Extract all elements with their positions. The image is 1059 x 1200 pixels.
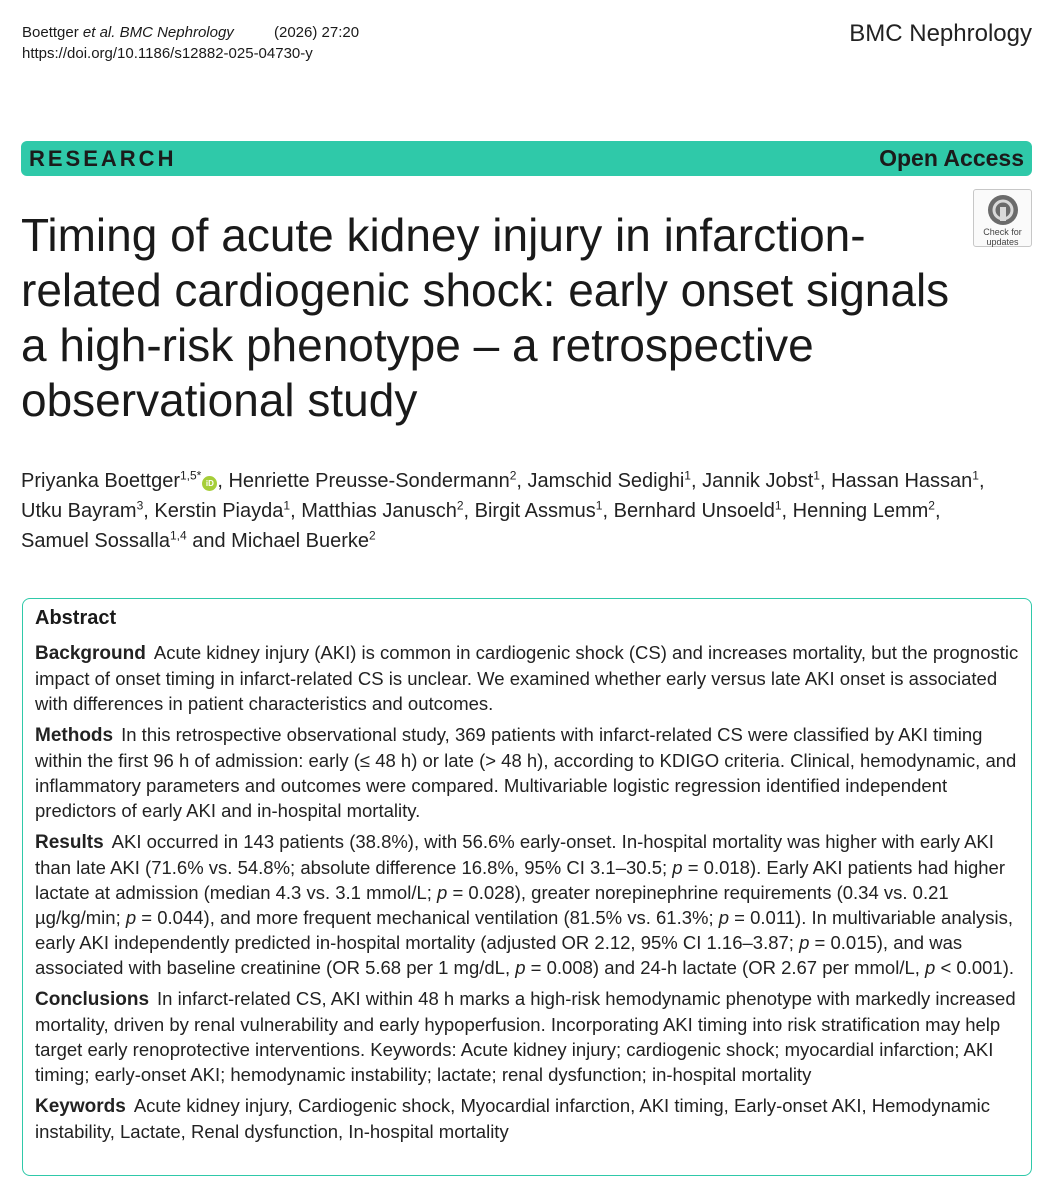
author-affiliation: 1,5* bbox=[179, 468, 202, 483]
results-text: = 0.018). Early AKI patients had higher lactate at admission (median 4.3 vs. 3.1 mmol/L; bbox=[35, 857, 1006, 903]
check-updates-icon bbox=[985, 193, 1021, 227]
citation-et-al: et al. bbox=[82, 24, 116, 41]
background-text: Acute kidney injury (AKI) is common in cardiogenic shock (CS) and increases mortality, but the prognostic impact of onset timing in infarct-related CS is unclear. We examined whether early versus late AKI onset is associated with differences in patient characteristics and outcomes. bbox=[35, 642, 1019, 714]
author-affiliation: 1 bbox=[813, 468, 820, 483]
p-value-symbol: p bbox=[799, 932, 810, 953]
author-name[interactable]: Michael Buerke bbox=[231, 530, 369, 552]
results-text: < 0.001). bbox=[935, 957, 1015, 978]
check-updates-line2: updates bbox=[986, 237, 1019, 247]
abstract-background bbox=[35, 640, 1019, 716]
title-line: a high-risk phenotype – a retrospective bbox=[21, 319, 814, 371]
results-text: = 0.015), and was associated with baseline creatinine (OR 5.68 per 1 mg/dL, bbox=[35, 932, 963, 978]
author-name[interactable]: Jamschid Sedighi bbox=[527, 470, 685, 492]
open-access-label: Open Access bbox=[879, 145, 1024, 171]
citation-block bbox=[22, 22, 359, 64]
p-value-symbol: p bbox=[672, 857, 683, 878]
author-affiliation: 1,4 bbox=[169, 528, 187, 543]
title-line: observational study bbox=[21, 374, 418, 426]
author-affiliation: 1 bbox=[595, 498, 603, 513]
p-value-symbol: p bbox=[437, 882, 448, 903]
author-name[interactable]: Priyanka Boettger bbox=[21, 470, 180, 492]
author-affiliation: 2 bbox=[509, 468, 517, 483]
title-line: related cardiogenic shock: early onset signals bbox=[21, 264, 950, 316]
article-title bbox=[21, 208, 951, 428]
p-value-symbol: p bbox=[515, 957, 526, 978]
journal-name: BMC Nephrology bbox=[849, 20, 1032, 47]
abstract-keywords bbox=[35, 1093, 1019, 1144]
results-text: = 0.008) and 24-h lactate (OR 2.67 per mmol/L, bbox=[525, 957, 926, 978]
conclusions-text: In infarct-related CS, AKI within 48 h marks a high-risk hemodynamic phenotype with markedly increased mortality, driven by renal vulnerability and early hypoperfusion. Incorporating AKI timing into risk stratification may help target early renoprotective interventions. Keywords: Acute kidney injury; cardiogenic shock; myocardial infarction; AKI timing; early-onset AKI; hemodynamic instability; lactate; renal dysfunction; in-hospital mortality bbox=[35, 988, 1016, 1085]
p-value-symbol: p bbox=[925, 957, 936, 978]
results-text: = 0.011). In multivariable analysis, early AKI independently predicted in-hospital mortality (adjusted OR 2.12, 95% CI 1.16–3.87; bbox=[35, 907, 1014, 953]
orcid-icon[interactable]: iD bbox=[202, 476, 217, 491]
abstract-methods bbox=[35, 722, 1019, 823]
author-affiliation: 2 bbox=[928, 498, 935, 513]
check-for-updates-badge[interactable] bbox=[973, 189, 1032, 247]
keywords-text: Acute kidney injury, Cardiogenic shock, Myocardial infarction, AKI timing, Early-onset AKI, Hemodynamic instability, Lactate, Renal dysfunction, In-hospital mortality bbox=[35, 1095, 990, 1142]
author-conjunction: and bbox=[192, 530, 226, 552]
author-affiliation: 3 bbox=[136, 498, 144, 513]
author-name[interactable]: Henning Lemm bbox=[792, 500, 929, 522]
p-value-symbol: p bbox=[125, 907, 137, 928]
author-list: Priyanka Boettger$^{1,5*}$iD , Henriette Preusse-Sondermann$^2$, Jamschid Sedighi$^1$, Jannik Jobst$^1$, Hassan Hassan$^1$, Utku Bayram$^3$, Kerstin Piayda$^1$, Matthias Janusch$^2$, Birgit Assmus$^1$, Bernhard Unsoeld$^1$, Henning Lemm$^2$, Samuel Sossalla$^{1,4}$ and Michael Buerke$^2$ bbox=[21, 468, 985, 552]
author-affiliation: 1 bbox=[972, 468, 979, 483]
article-type-label: RESEARCH bbox=[29, 145, 177, 171]
abstract-conclusions bbox=[35, 986, 1019, 1087]
author-name[interactable]: Bernhard Unsoeld bbox=[613, 500, 775, 522]
author-affiliation: 1 bbox=[283, 498, 291, 513]
author-name[interactable]: Henriette Preusse-Sondermann bbox=[228, 470, 510, 492]
author-affiliation: 1 bbox=[684, 468, 691, 483]
abstract-box bbox=[22, 598, 1032, 1176]
author-affiliation: 1 bbox=[774, 498, 782, 513]
results-text: AKI occurred in 143 patients (38.8%), with 56.6% early-onset. In-hospital mortality was higher with early AKI than late AKI (71.6% vs. 54.8%; absolute difference 16.8%, 95% CI 3.1–30.5; bbox=[35, 831, 994, 878]
check-updates-line1: Check for bbox=[983, 227, 1022, 237]
citation-line bbox=[22, 22, 359, 43]
results-label: Results bbox=[35, 832, 104, 853]
citation-journal: BMC Nephrology bbox=[119, 24, 234, 41]
author-name[interactable]: Hassan Hassan bbox=[831, 470, 973, 492]
author-name[interactable]: Utku Bayram bbox=[21, 500, 137, 522]
article-type-banner bbox=[21, 141, 1032, 176]
abstract-results bbox=[35, 829, 1019, 980]
citation-author: Boettger bbox=[22, 24, 79, 41]
author-name[interactable]: Birgit Assmus bbox=[474, 500, 596, 522]
methods-text: In this retrospective observational study, 369 patients with infarct-related CS were classified by AKI timing within the first 96 h of admission: early (≤ 48 h) or late (> 48 h), according to KDIGO criteria. Clinical, hemodynamic, and inflammatory parameters and outcomes were compared. Multivariable logistic regression identified independent predictors of early AKI and in-hospital mortality. bbox=[35, 724, 1017, 821]
methods-label: Methods bbox=[35, 725, 114, 746]
author-affiliation: 2 bbox=[456, 498, 464, 513]
citation-year-volume: (2026) 27:20 bbox=[273, 24, 360, 41]
results-text: = 0.028), greater norepinephrine requirements (0.34 vs. 0.21 µg/kg/min; bbox=[35, 882, 949, 928]
author-name[interactable]: Matthias Janusch bbox=[301, 500, 457, 522]
p-value-symbol: p bbox=[718, 907, 730, 928]
title-line: Timing of acute kidney injury in infarction- bbox=[21, 209, 866, 261]
background-label: Background bbox=[35, 643, 146, 664]
author-name[interactable]: Jannik Jobst bbox=[702, 470, 814, 492]
author-affiliation: 2 bbox=[369, 528, 376, 543]
doi-link[interactable]: https://doi.org/10.1186/s12882-025-04730-y bbox=[22, 45, 313, 62]
author-name[interactable]: Samuel Sossalla bbox=[21, 530, 170, 552]
abstract-heading: Abstract bbox=[35, 607, 117, 629]
keywords-label: Keywords bbox=[35, 1096, 126, 1117]
conclusions-label: Conclusions bbox=[35, 989, 150, 1010]
results-text: = 0.044), and more frequent mechanical ventilation (81.5% vs. 61.3%; bbox=[136, 907, 719, 928]
author-name[interactable]: Kerstin Piayda bbox=[154, 500, 284, 522]
